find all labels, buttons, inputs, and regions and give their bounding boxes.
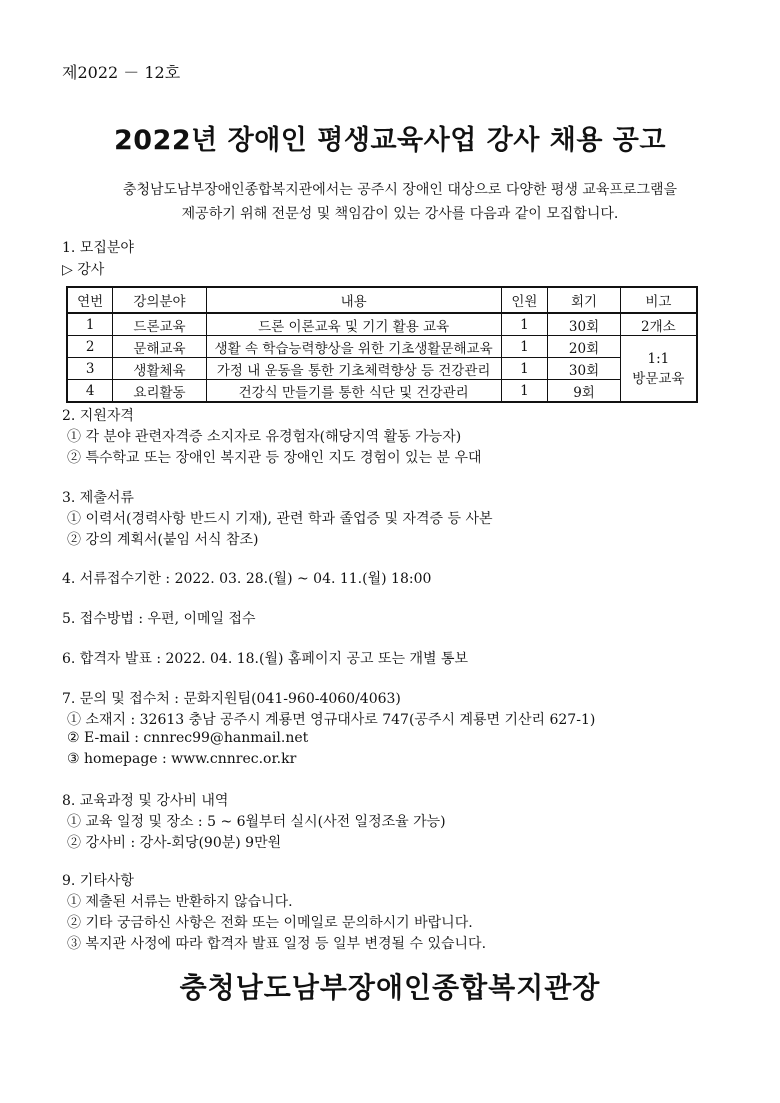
table-row	[67, 336, 697, 358]
table-cell-field: 문해교육	[113, 336, 206, 358]
section-1-subheading: ▷ 강사	[62, 262, 105, 278]
table-header-row	[67, 287, 697, 313]
page-title: 2022년 장애인 평생교육사업 강사 채용 공고	[114, 125, 666, 156]
table-cell-people: 1	[501, 313, 548, 336]
section-7-address: ① 소재지 : 32613 충남 공주시 계룡면 영규대사로 747(공주시 계룡면 기산리 627-1)	[67, 712, 596, 728]
table-cell-content: 드론 이론교육 및 기기 활용 교육	[206, 313, 501, 336]
table-row	[67, 313, 697, 336]
table-cell-note: 2개소	[620, 313, 697, 336]
table-cell-content: 건강식 만들기를 통한 식단 및 건강관리	[206, 380, 501, 403]
section-2-heading: 2. 지원자격	[62, 408, 134, 424]
intro-line-2: 제공하기 위해 전문성 및 책임감이 있는 강사를 다음과 같이 모집합니다.	[181, 206, 619, 222]
table-cell-no: 1	[67, 313, 113, 336]
lecture-table	[66, 286, 698, 403]
table-header-cell: 강의분야	[113, 287, 206, 313]
table-cell-sessions: 9회	[548, 380, 620, 403]
section-5-method: 5. 접수방법 : 우편, 이메일 접수	[62, 611, 256, 627]
section-9-heading: 9. 기타사항	[62, 873, 134, 889]
table-cell-sessions: 30회	[548, 313, 620, 336]
section-2-item-2: ② 특수학교 또는 장애인 복지관 등 장애인 지도 경험이 있는 분 우대	[67, 450, 482, 466]
table-header-cell: 내용	[206, 287, 501, 313]
section-8-item-1: ① 교육 일정 및 장소 : 5 ~ 6월부터 실시(사전 일정조율 가능)	[67, 814, 446, 830]
section-2-item-1: ① 각 분야 관련자격증 소지자로 유경험자(해당지역 활동 가능자)	[67, 429, 462, 445]
table-row	[67, 358, 697, 380]
table-cell-field: 생활체육	[113, 358, 206, 380]
section-8-item-2: ② 강사비 : 강사-회당(90분) 9만원	[67, 835, 282, 851]
intro-line-1: 충청남도남부장애인종합복지관에서는 공주시 장애인 대상으로 다양한 평생 교육프로그램을	[122, 182, 678, 198]
table-cell-field: 드론교육	[113, 313, 206, 336]
section-3-item-2: ② 강의 계획서(붙임 서식 참조)	[67, 532, 259, 548]
merged-note-line-2: 방문교육	[632, 370, 685, 387]
table-cell-field: 요리활동	[113, 380, 206, 403]
section-7-heading: 7. 문의 및 접수처 : 문화지원팀(041-960-4060/4063)	[62, 691, 401, 707]
table-cell-content: 생활 속 학습능력향상을 위한 기초생활문해교육	[206, 336, 501, 358]
intro-paragraph	[70, 178, 730, 226]
table-cell-no: 2	[67, 336, 113, 358]
section-9-item-3: ③ 복지관 사정에 따라 합격자 발표 일정 등 일부 변경될 수 있습니다.	[67, 936, 487, 952]
table-header-cell: 연번	[67, 287, 113, 313]
table-cell-sessions: 20회	[548, 336, 620, 358]
table-cell-people: 1	[501, 380, 548, 403]
table-header-cell: 인원	[501, 287, 548, 313]
table-cell-content: 가정 내 운동을 통한 기초체력향상 등 건강관리	[206, 358, 501, 380]
table-header-cell: 비고	[620, 287, 697, 313]
section-9-item-1: ① 제출된 서류는 반환하지 않습니다.	[67, 894, 293, 910]
table-row	[67, 380, 697, 403]
table-cell-merged-note	[620, 336, 697, 403]
table-cell-no: 3	[67, 358, 113, 380]
table-cell-no: 4	[67, 380, 113, 403]
merged-note-line-1: 1:1	[647, 350, 670, 367]
document-number: 제2022 － 12호	[62, 63, 181, 82]
section-4-deadline: 4. 서류접수기한 : 2022. 03. 28.(월) ~ 04. 11.(월) 18:00	[62, 571, 432, 587]
section-9-item-2: ② 기타 궁금하신 사항은 전화 또는 이메일로 문의하시기 바랍니다.	[67, 915, 473, 931]
section-3-heading: 3. 제출서류	[62, 490, 134, 506]
section-8-heading: 8. 교육과정 및 강사비 내역	[62, 793, 229, 809]
section-3-item-1: ① 이력서(경력사항 반드시 기재), 관련 학과 졸업증 및 자격증 등 사본	[67, 511, 493, 527]
section-7-homepage: ③ homepage : www.cnnrec.or.kr	[67, 751, 297, 767]
table-cell-people: 1	[501, 358, 548, 380]
issuing-organization: 충청남도남부장애인종합복지관장	[179, 971, 601, 1004]
section-6-announcement: 6. 합격자 발표 : 2022. 04. 18.(월) 홈페이지 공고 또는 개별 통보	[62, 651, 468, 667]
section-1-heading: 1. 모집분야	[62, 240, 134, 256]
table-cell-sessions: 30회	[548, 358, 620, 380]
table-header-cell: 회기	[548, 287, 620, 313]
section-7-email: ② E-mail : cnnrec99@hanmail.net	[67, 730, 309, 746]
table-cell-people: 1	[501, 336, 548, 358]
